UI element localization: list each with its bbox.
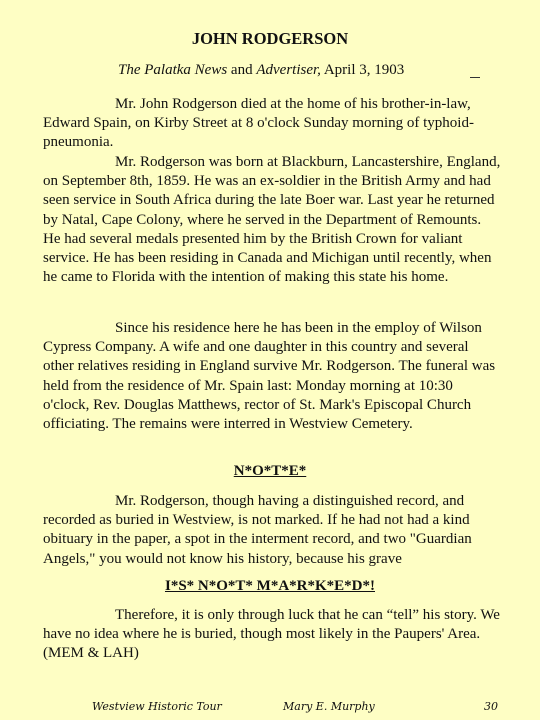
decorative-dash xyxy=(470,77,480,78)
publication-name: The Palatka News xyxy=(118,62,228,78)
final-paragraph: Therefore, it is only through luck that he can “tell” his story. We have no idea where he is buried, though most likely in the Paupers' Area. (MEM & LAH) xyxy=(43,607,500,662)
paragraph-1: Mr. John Rodgerson died at the home of his brother-in-law, Edward Spain, on Kirby Street at 8 o'clock Sunday morning of typhoid-pneumonia. xyxy=(43,96,474,151)
paragraph-2: Mr. Rodgerson was born at Blackburn, Lancastershire, England, on September 8th, 1859. He was an ex-soldier in the British Army and had seen service in South Africa during the late Boer war. Last year he returned by Natal, Cape Colony, where he served in the Department of Remounts. He had several medals presented him by the British Crown for valiant service. He has been residing in Canada and Michigan until recently, when he came to Florida with the intention of making this state his home. xyxy=(43,154,501,286)
page-number: 30 xyxy=(484,700,498,713)
not-marked-heading: I*S* N*O*T* M*A*R*K*E*D*! xyxy=(164,578,375,594)
paragraph-3: Since his residence here he has been in the employ of Wilson Cypress Company. A wife and one daughter in this country and several other relatives residing in England survive Mr. Rodgerson. The funeral was held from the residence of Mr. Spain last: Monday morning at 10:30 o'clock, Rev. Douglas Matthews, rector of St. Mark's Episcopal Church officiating. The remains were interred in Westview Cemetery. xyxy=(43,320,496,433)
obituary-body-3 xyxy=(43,319,501,434)
publication-name-2: Advertiser, xyxy=(256,62,321,78)
page-title: JOHN RODGERSON xyxy=(191,29,349,48)
obituary-body-2 xyxy=(43,153,501,287)
footer-tour-name: Westview Historic Tour xyxy=(92,700,222,713)
obituary-body xyxy=(43,95,501,153)
page-footer xyxy=(0,700,540,716)
note-paragraph: Mr. Rodgerson, though having a distinguished record, and recorded as buried in Westview, is not marked. If he had not had a kind obituary in the paper, a spot in the interment record, and two "Guardian Angels," you would not know his history, because his grave xyxy=(43,493,472,567)
note-body xyxy=(43,492,501,569)
footer-author: Mary E. Murphy xyxy=(283,700,375,713)
source-line xyxy=(118,62,404,79)
final-body xyxy=(43,606,501,664)
note-heading: N*O*T*E* xyxy=(233,463,307,479)
source-and: and xyxy=(227,62,257,78)
source-date: April 3, 1903 xyxy=(320,62,405,78)
